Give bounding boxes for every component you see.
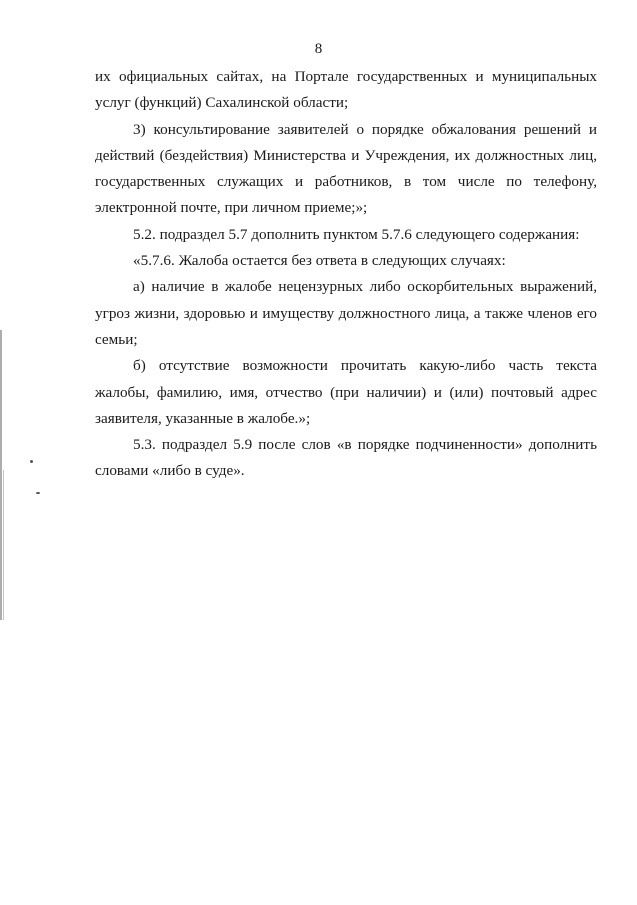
- paragraph: их официальных сайтах, на Портале государственных и муниципальных услуг (функций) Сахалинской области;: [95, 68, 597, 112]
- scan-speck: [30, 460, 33, 463]
- page-number: 8: [314, 41, 323, 57]
- paragraph: 5.2. подраздел 5.7 дополнить пунктом 5.7.6 следующего содержания:: [133, 225, 580, 243]
- paragraph: б) отсутствие возможности прочитать какую-либо часть текста жалобы, фамилию, имя, отчество (при наличии) и (или) почтовый адрес заявителя, указанные в жалобе.»;: [95, 357, 597, 427]
- document-body: [95, 64, 597, 485]
- scan-edge-shadow: [0, 330, 2, 620]
- paragraph: а) наличие в жалобе нецензурных либо оскорбительных выражений, угроз жизни, здоровью и имуществу должностного лица, а также членов его семьи;: [95, 278, 597, 348]
- paragraph: 3) консультирование заявителей о порядке обжалования решений и действий (бездействия) Министерства и Учреждения, их должностных лиц, государственных служащих и работников, в том числе по телефону, электронной почте, при личном приеме;»;: [95, 120, 597, 217]
- paragraph: «5.7.6. Жалоба остается без ответа в следующих случаях:: [133, 252, 506, 270]
- scan-edge-shadow: [3, 470, 4, 620]
- paragraph: 5.3. подраздел 5.9 после слов «в порядке подчиненности» дополнить словами «либо в суде».: [95, 436, 597, 480]
- scan-speck: [36, 492, 40, 494]
